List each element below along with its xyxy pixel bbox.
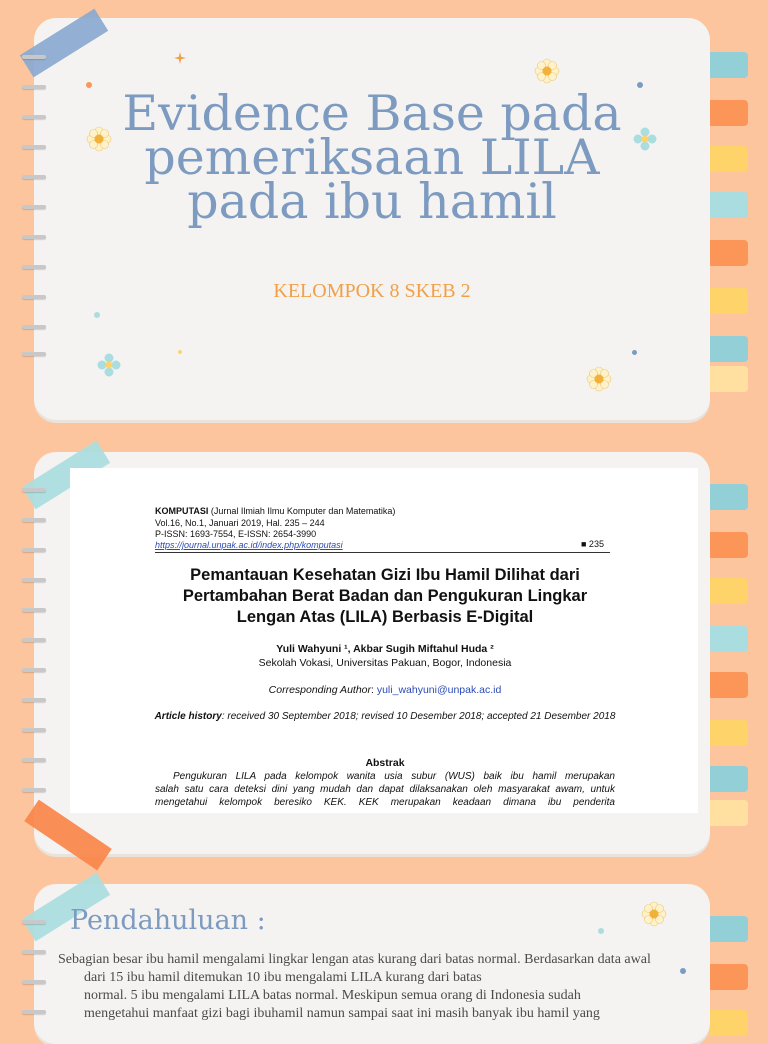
decor-dot (178, 350, 182, 354)
decor-dot (94, 312, 100, 318)
abstract-text: Pengukuran LILA pada kelompok wanita usia subur (WUS) baik ibu hamil merupakan salah satu cara deteksi dini yang mudah dan dapat dilaksanakan oleh masyarakat awam, untuk mengetahui kelompok beresiko KEK. KEK merupakan keadaan dimana ibu penderita (155, 771, 615, 808)
decor-dot (598, 928, 604, 934)
intro-paragraph-line: mengetahui manfaat gizi bagi ibuhamil namun sampai saat ini masih banyak ibu hamil yang (84, 1006, 600, 1021)
article-history: Article history: received 30 September 2018; revised 10 Desember 2018; accepted 21 Desember 2018 (154, 711, 616, 722)
journal-page-image (70, 468, 698, 813)
decor-dot (637, 82, 643, 88)
flower-icon (96, 352, 122, 378)
journal-url[interactable]: https://journal.unpak.ac.id/index.php/komputasi (155, 540, 343, 550)
intro-paragraph-line: dari 15 ibu hamil ditemukan 10 ibu mengalami LILA kurang dari batas (84, 970, 482, 985)
journal-issn: P-ISSN: 1693-7554, E-ISSN: 2654-3990 (155, 529, 317, 539)
paper-authors: Yuli Wahyuni ¹, Akbar Sugih Miftahul Huda ² (276, 643, 494, 655)
flower-icon (586, 366, 612, 392)
section-heading: Pendahuluan : (70, 905, 266, 936)
intro-paragraph-line: normal. 5 ibu mengalami LILA batas normal. Meskipun semua orang di Indonesia sudah (84, 988, 581, 1003)
flower-icon (641, 901, 667, 927)
decor-dot (680, 968, 686, 974)
paper-affiliation: Sekolah Vokasi, Universitas Pakuan, Bogor, Indonesia (258, 657, 512, 669)
author-email[interactable]: yuli_wahyuni@unpak.ac.id (376, 684, 502, 696)
page-number: ■ 235 (581, 539, 604, 549)
corresponding-author: Corresponding Author: yuli_wahyuni@unpak.ac.id (268, 684, 502, 696)
decor-dot (632, 350, 637, 355)
header-rule (155, 552, 610, 553)
journal-header: KOMPUTASI (Jurnal Ilmiah Ilmu Komputer dan Matematika) (155, 506, 396, 516)
sparkle-icon (174, 52, 186, 64)
decor-dot (86, 82, 92, 88)
slide-title: Evidence Base pada pemeriksaan LILA pada ibu hamil (122, 85, 622, 230)
intro-paragraph-line: Sebagian besar ibu hamil mengalami lingkar lengan atas kurang dari batas normal. Berdasarkan data awal (58, 952, 651, 967)
flower-icon (534, 58, 560, 84)
abstract-heading: Abstrak (365, 757, 405, 769)
paper-title: Pemantauan Kesehatan Gizi Ibu Hamil Dilihat dari Pertambahan Berat Badan dan Pengukuran Lingkar Lengan Atas (LILA) Berbasis E-Digital (182, 566, 588, 626)
journal-volume: Vol.16, No.1, Januari 2019, Hal. 235 – 244 (155, 518, 325, 528)
slide-subtitle: KELOMPOK 8 SKEB 2 (273, 280, 471, 302)
